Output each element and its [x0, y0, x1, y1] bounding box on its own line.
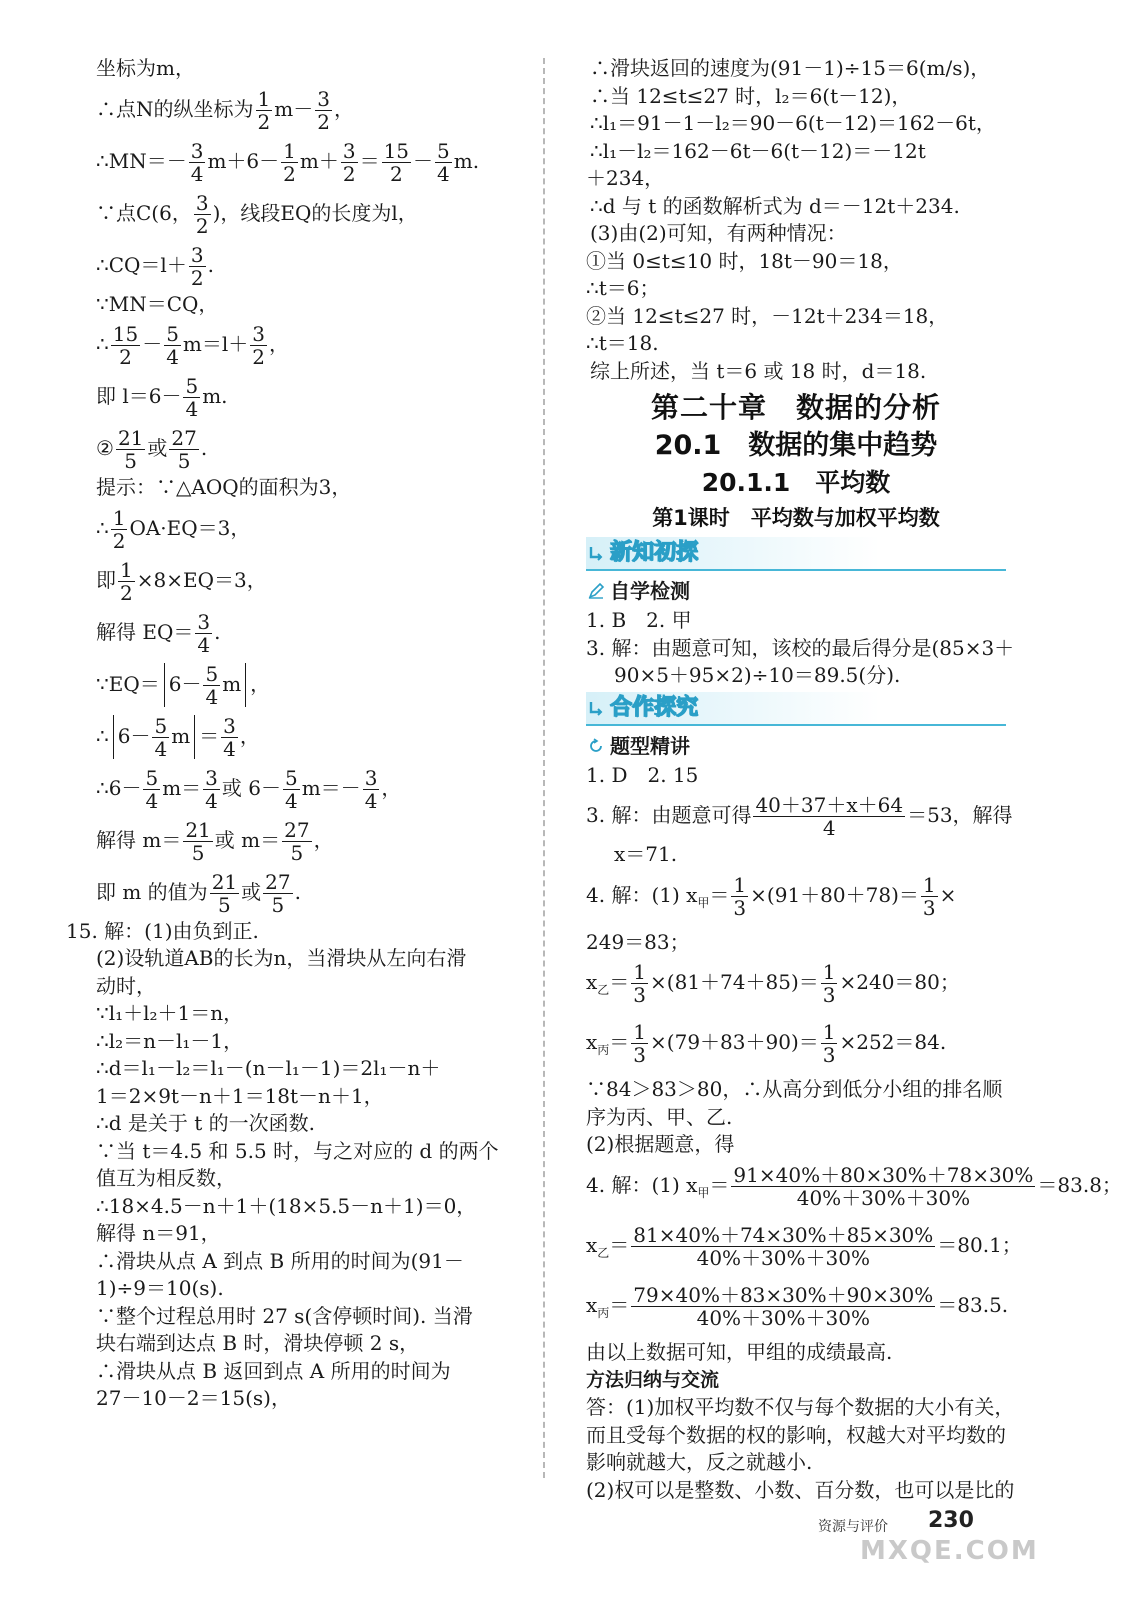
banner-label: 合作探究	[610, 694, 699, 720]
arrow-icon	[588, 545, 604, 561]
fraction: $\frac{5}{4}$	[154, 713, 168, 761]
text-line: ∴滑块返回的速度为(91－1)÷15＝6(m/s)，	[590, 56, 991, 80]
text-line: ∴d＝l₁－l₂＝l₁－(n－l₁－1)＝2l₁－n＋	[96, 1056, 441, 1080]
fraction: $\frac{3}{4}$	[205, 765, 218, 813]
text-line: ∴l₁＝91－1－l₂＝90－6(t－12)＝162－6t，	[590, 111, 996, 135]
right-column	[586, 55, 1122, 1504]
fraction: $\frac{3}{4}$	[190, 138, 204, 186]
fraction: $\frac{5}{4}$	[437, 138, 450, 186]
fraction: $\frac{21}{5}$	[185, 817, 211, 865]
text-line: 即 $\frac{1}{2}$ ×8×EQ＝3，	[96, 557, 267, 605]
fraction: $\frac{1}{3}$	[733, 872, 747, 920]
text-line: 综上所述，当 t＝6 或 18 时，d＝18.	[590, 358, 927, 383]
fraction: $\frac{1}{3}$	[633, 960, 647, 1007]
text-line: ∵EQ＝ 6－ $\frac{5}{4}$ m ，	[96, 661, 271, 709]
text-line: 4. 解：(1) $x_甲=$ $\frac{91\times 40\%+80\times 30\%+78\times 30\%}{40\%+30\%+30\%}$ ＝83.8；	[586, 1162, 1122, 1210]
text-line: 提示：∵△AOQ的面积为3，	[96, 475, 352, 499]
fraction: $\frac{5}{4}$	[166, 322, 179, 369]
chapter-title: 第二十章 数据的分析	[650, 391, 941, 424]
text-line: ∵当 t＝4.5 和 5.5 时，与之对应的 d 的两个	[96, 1138, 499, 1163]
text-line: 即 l＝6－ $\frac{5}{4}$ m.	[96, 374, 228, 421]
fraction: $\frac{5}{4}$	[145, 765, 159, 813]
text-line: (2)设轨道AB的长为n，当滑块从左向右滑	[96, 946, 467, 970]
text-line: 1＝2×9t－n＋1＝18t－n＋1，	[96, 1083, 384, 1108]
fraction: $\frac{15}{2}$	[383, 138, 410, 186]
fraction: $\frac{5}{4}$	[185, 374, 199, 421]
fraction: $\frac{40+37+x+64}{4}$	[755, 793, 904, 840]
fraction: $\frac{27}{5}$	[284, 817, 310, 865]
fraction: $\frac{3}{2}$	[252, 322, 266, 369]
fraction: $\frac{5}{4}$	[284, 765, 298, 813]
text-line: 3. 解：由题意可得 $\frac{40+37+x+64}{4}$ ＝53，解得	[586, 793, 1013, 840]
footer-label: 资源与评价	[818, 1519, 888, 1535]
text-line: 动时，	[96, 973, 156, 998]
text-line: $x_丙=$ $\frac{79\times 40\%+83\times 30\%+90\times 30\%}{40\%+30\%+30\%}$ ＝83.5.	[586, 1282, 1009, 1330]
fraction: $\frac{3}{4}$	[364, 765, 378, 813]
text-line: 解得 n＝91，	[96, 1221, 221, 1245]
text-line: ∴d 是关于 t 的一次函数.	[96, 1111, 315, 1135]
method-heading: 方法归纳与交流	[586, 1369, 720, 1391]
text-line: (2)权可以是整数、小数、百分数，也可以是比的	[586, 1477, 1015, 1502]
fraction: $\frac{1}{2}$	[257, 86, 271, 134]
text-line: ∴d 与 t 的函数解析式为 d＝－12t＋234.	[590, 193, 960, 218]
banner-label: 新知初探	[610, 540, 699, 565]
text-line: ∴ 6－ $\frac{5}{4}$ m ＝ $\frac{3}{4}$ ，	[96, 713, 260, 761]
fraction: $\frac{3}{2}$	[190, 242, 204, 290]
text-line: 值互为相反数，	[96, 1166, 236, 1190]
text-line: ∴t＝6；	[586, 276, 660, 300]
refresh-icon	[588, 738, 604, 754]
text-line: ∴ $\frac{15}{2}$ － $\frac{5}{4}$ m＝l＋ $\frac{3}{2}$ ，	[96, 322, 290, 369]
text-line: 1. D 2. 15	[586, 762, 699, 787]
text-line: ∵84＞83＞80，∴从高分到低分小组的排名顺	[586, 1077, 1003, 1101]
page-number: 230	[928, 1508, 974, 1533]
fraction: $\frac{27}{5}$	[171, 426, 197, 473]
text-line: $x_乙=$ $\frac{81\times 40\%+74\times 30\%+85\times 30\%}{40\%+30\%+30\%}$ ＝80.1；	[586, 1222, 1022, 1270]
column-divider	[543, 58, 545, 1478]
fraction: $\frac{5}{4}$	[205, 661, 219, 709]
text-line: ∴l₁－l₂＝162－6t－6(t－12)＝－12t	[590, 138, 926, 163]
fraction: $\frac{1}{2}$	[283, 138, 296, 186]
text-line: ∵MN＝CQ，	[96, 291, 219, 316]
fraction: $\frac{81\times 40\%+74\times 30\%+85\times 30\%}{40\%+30\%+30\%}$	[633, 1222, 934, 1270]
fraction: $\frac{3}{4}$	[223, 713, 236, 761]
text-line: (2)根据题意，得	[586, 1132, 735, 1156]
text-line: x＝71.	[614, 842, 678, 866]
subsection-title: 20.1.1 平均数	[701, 468, 891, 497]
text-line: 1)÷9＝10(s).	[96, 1276, 224, 1300]
text-line: ∵点C(6， $\frac{3}{2}$ )，线段EQ的长度为l，	[96, 190, 418, 238]
fraction: $\frac{15}{2}$	[112, 322, 139, 369]
fraction: $\frac{3}{2}$	[317, 86, 330, 134]
pencil-icon	[588, 583, 604, 599]
text-line: 序为丙、甲、乙.	[586, 1104, 733, 1129]
text-line: 249＝83；	[586, 929, 690, 954]
text-line: 解得 EQ＝ $\frac{3}{4}$ .	[96, 609, 221, 657]
fraction: $\frac{1}{3}$	[822, 1020, 836, 1067]
section-banner-new-knowledge	[586, 537, 1006, 571]
fraction: $\frac{3}{4}$	[197, 609, 211, 657]
text-line: ∴l₂＝n－l₁－1，	[96, 1028, 244, 1053]
text-line: ∴18×4.5－n＋1＋(18×5.5－n＋1)＝0，	[96, 1193, 477, 1218]
fraction: $\frac{3}{2}$	[342, 138, 356, 186]
fraction: $\frac{27}{5}$	[265, 869, 291, 917]
left-column	[66, 55, 536, 1413]
text-line: (3)由(2)可知，有两种情况：	[590, 221, 847, 245]
fraction: $\frac{79\times 40\%+83\times 30\%+90\times 30\%}{40\%+30\%+30\%}$	[633, 1282, 934, 1330]
text-line: 1. B 2. 甲	[586, 608, 692, 632]
text-line: 由以上数据可知，甲组的成绩最高.	[586, 1339, 893, 1364]
text-line: 3. 解：由题意可知，该校的最后得分是(85×3＋	[586, 635, 1015, 660]
fraction: $\frac{1}{2}$	[120, 557, 133, 605]
text-line: 块右端到达点 B 时，滑块停顿 2 s，	[96, 1331, 420, 1355]
fraction: $\frac{21}{5}$	[211, 869, 238, 917]
subheading-self-test: 自学检测	[586, 575, 1006, 607]
text-line: ②当 12≤t≤27 时，－12t＋234＝18，	[586, 303, 949, 328]
fraction: $\frac{1}{3}$	[922, 872, 936, 920]
text-line: ∴6－ $\frac{5}{4}$ m＝ $\frac{3}{4}$ 或 6－ $\frac{5}{4}$ m＝－ $\frac{3}{4}$ ，	[96, 765, 402, 813]
fraction: $\frac{3}{2}$	[195, 190, 209, 238]
text-line: ∵l₁＋l₂＋1＝n，	[96, 1001, 244, 1025]
text-line: ∴滑块从点 A 到点 B 所用的时间为(91－	[96, 1248, 464, 1273]
text-line: 解得 m＝ $\frac{21}{5}$ 或 m＝ $\frac{27}{5}$ ，	[96, 817, 334, 865]
text-line: 答：(1)加权平均数不仅与每个数据的大小有关，	[586, 1395, 1015, 1419]
text-line: ∴滑块从点 B 返回到点 A 所用的时间为	[96, 1358, 451, 1383]
text-line: $x_丙=$ $\frac{1}{3}$ ×(79＋83＋90)＝ $\frac{1}{3}$ ×252＝84.	[586, 1020, 947, 1067]
text-line: 27－10－2＝15(s)，	[96, 1386, 291, 1410]
text-line: 坐标为m，	[96, 56, 195, 80]
text-line: ∴CQ＝l＋ $\frac{3}{2}$ .	[96, 242, 214, 290]
lesson-title: 第1课时 平均数与加权平均数	[652, 506, 940, 530]
text-line: ∴ $\frac{1}{2}$ OA·EQ＝3，	[96, 505, 251, 553]
text-line: ∵整个过程总用时 27 s(含停顿时间). 当滑	[96, 1303, 473, 1328]
text-line: ∴MN＝－ $\frac{3}{4}$ m＋6－ $\frac{1}{2}$ m＋ $\frac{3}{2}$ ＝ $\frac{15}{2}$ － $\frac{5}{4}$ m.	[96, 138, 480, 186]
section-banner-cooperation	[586, 692, 1006, 726]
question-15-heading: 15. 解：(1)由负到正.	[66, 918, 259, 943]
text-line: 影响就越大，反之就越小.	[586, 1450, 813, 1474]
watermark: MXQE.COM	[860, 1536, 1039, 1566]
text-line: ② $\frac{21}{5}$ 或 $\frac{27}{5}$ .	[96, 426, 208, 473]
subheading-question-types: 题型精讲	[586, 730, 1006, 762]
text-line: 而且受每个数据的权的影响，权越大对平均数的	[586, 1422, 1006, 1447]
fraction: $\frac{1}{3}$	[633, 1020, 647, 1067]
fraction: $\frac{21}{5}$	[117, 426, 144, 473]
fraction: $\frac{91\times 40\%+80\times 30\%+78\times 30\%}{40\%+30\%+30\%}$	[733, 1162, 1034, 1210]
fraction: $\frac{1}{2}$	[112, 505, 126, 553]
text-line: 90×5＋95×2)÷10＝89.5(分).	[614, 663, 901, 687]
fraction: $\frac{1}{3}$	[822, 960, 836, 1007]
text-line: 4. 解：(1) $x_甲=$ $\frac{1}{3}$ ×(91＋80＋78)＝ $\frac{1}{3}$ ×	[586, 872, 957, 920]
text-line: ∴点N的纵坐标为 $\frac{1}{2}$ m－ $\frac{3}{2}$ ，	[96, 86, 354, 134]
arrow-icon	[588, 700, 604, 716]
text-line: ∴当 12≤t≤27 时，l₂＝6(t－12)，	[590, 83, 912, 108]
text-line: 即 m 的值为 $\frac{21}{5}$ 或 $\frac{27}{5}$ .	[96, 869, 301, 917]
text-line: ①当 0≤t≤10 时，18t－90＝18，	[586, 248, 903, 273]
text-line: $x_乙=$ $\frac{1}{3}$ ×(81＋74＋85)＝ $\frac{1}{3}$ ×240＝80；	[586, 960, 960, 1007]
section-title: 20.1 数据的集中趋势	[654, 430, 938, 461]
text-line: ∴t＝18.	[586, 331, 659, 355]
text-line: ＋234，	[586, 166, 665, 190]
